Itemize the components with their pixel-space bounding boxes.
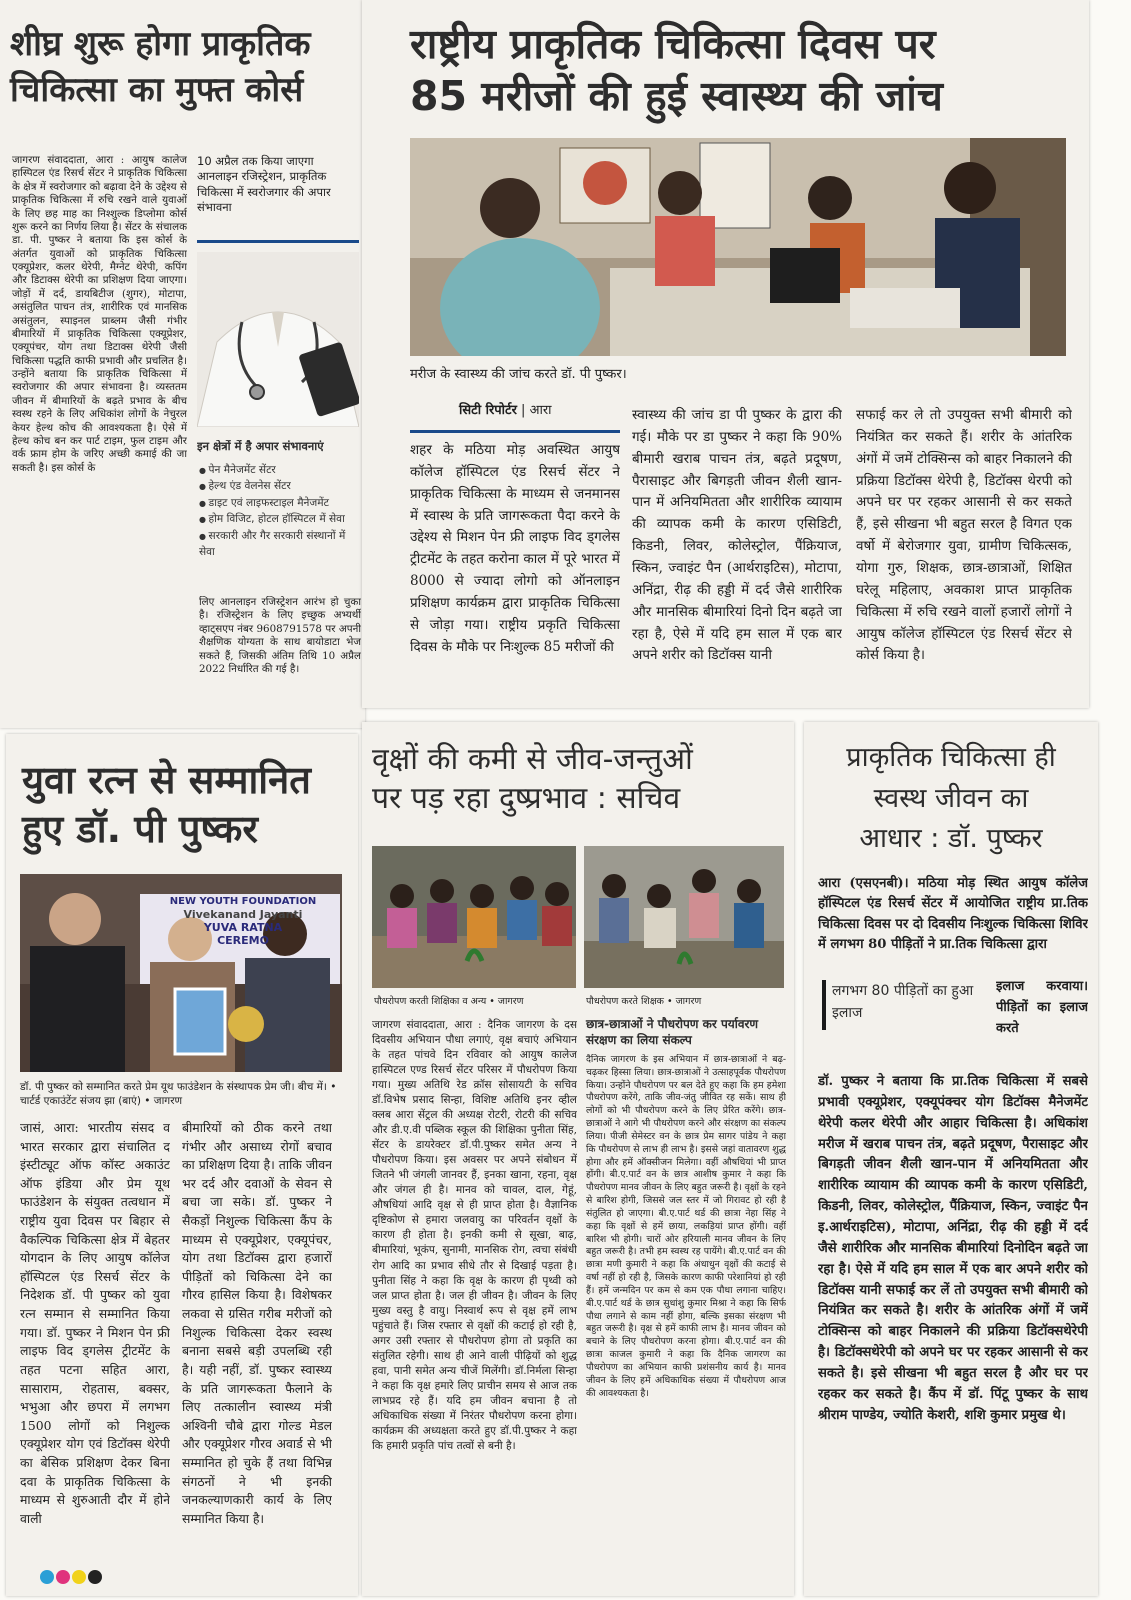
pull-quote: लगभग 80 पीड़ितों का हुआ इलाज [832,983,974,1022]
headline-free-course: शीघ्र शुरू होगा प्राकृतिक चिकित्सा का मुफ्त कोर्स [10,24,311,111]
opportunity-list [199,462,361,560]
headline-yuva-ratna: युवा रत्न से सम्मानित हुए डॉ. पी पुष्कर [22,758,311,851]
highlight-rule [197,240,359,243]
color-dot [72,1570,86,1584]
opportunity-item: ● डाइट एवं लाइफस्टाइल मैनेजमेंट [199,495,361,511]
opportunity-item: ● सरकारी और गैर सरकारी संस्थानों में सेवा [199,528,361,561]
award-photo-caption: डॉ. पी पुष्कर को सम्मानित करते प्रेम यूथ फाउंडेशन के संस्थापक प्रेम जी। बीच में। • चार्टर्ड एकाउंटेंट संजय झा (बाएं) • जागरण [20,1081,337,1108]
trees-col1: जागरण संवाददाता, आरा : दैनिक जागरण के दस दिवसीय अभियान पौधा लगाएं, वृक्ष बचाएं अभियान के तहत पांचवे दिन रविवार को आयुष कालेज हास्पिटल एण्ड रिसर्च सेंटर परिसर में पौधरोपण किया गया। मुख्य अतिथि रेड क्रॉस सोसायटी के सचिव डॉ.विभेष प्रसाद सिन्हा, विशिष्ट अतिथि इनर व्हील क्लब आरा सेंट्रल की अध्यक्ष रोटरी, रोटरी की सचिव और डी.ए.वी पब्लिक स्कूल की शिक्षिका पुनीता सिंह, सेंटर के डायरेक्टर डॉ.पी.पुष्कर समेत अन्य ने पौधरोपण किया। इस अवसर पर अपने संबोधन में जितने भी जंगली जानवर हैं, इनका खाना, रहना, वृक्ष और जंगल ही है। मानव को चावल, दाल, गेहूं, औषधियां आदि वृक्ष से ही प्राप्त होता है। वैज्ञानिक दृष्टिकोण से हमारा जलवायु का परिवर्तन वृक्षों के कारण ही होता है। इनकी कमी से सूखा, बाढ़, बीमारियां, भूकंप, सुनामी, मानसिक रोग, त्वचा संबंधी रोग आदि का प्रभाव सीधे तौर से दिखाई पड़ता है। पुनीता सिंह ने कहा कि वृक्ष के कारण ही पृथ्वी को जल प्राप्त होता है। जल ही जीवन है। जीवन के लिए मुख्य वस्तु है वायु। निस्वार्थ रूप से वृक्ष हमें लाभ पहुंचाते हैं। जिस रफ्तार से वृक्षों की कटाई हो रही है, अगर उसी रफ्तार से पौधरोपण होगा तो प्रकृति का संतुलित रहेगी। साथ ही आने वाली पीढ़ियों को शुद्ध हवा, पानी समेत अन्य चीजें मिलेंगी। डॉ.निर्मला सिन्हा ने कहा कि वृक्ष हमारे लिए प्राचीन समय से आज तक लाभप्रद रहे हैं। यदि हम जीवन बचाना है तो अधिकाधिक संख्या में निरंतर पौधरोपण करना होगा। कार्यक्रम की अध्यक्षता करते हुए डॉ.पी.पुष्कर ने कहा कि हमारी प्रकृति पांच तत्वों से बनी है। [372,1019,577,1452]
opportunity-item: ● होम विजिट, होटल हॉस्पिटल में सेवा [199,511,361,527]
trees-subhead: छात्र-छात्राओं ने पौधरोपण कर पर्यावरण संरक्षण का लिया संकल्प [586,1017,759,1048]
opportunity-item: ● पेन मैनेजमेंट सेंटर [199,462,361,478]
award-ceremony-photo [20,874,342,1072]
plantation-photo-1 [372,846,576,988]
color-dot [88,1570,102,1584]
doctor-stethoscope-photo [197,252,359,427]
headline-healthy-life: प्राकृतिक चिकित्सा ही स्वस्थ जीवन का आधार : डॉ. पुष्कर [846,742,1056,854]
free-course-body-col1: जागरण संवाददाता, आरा : आयुष कालेज हास्पिटल एंड रिसर्च सेंटर ने प्राकृतिक चिकित्सा के क्षेत्र में स्वरोजगार को बढ़ावा देने के उद्देश्य से प्राकृतिक चिकित्सा में रुचि रखने वाले युवाओं के लिए छह माह का निश्शुल्क डिप्लोमा कोर्स शुरू करने का निर्णय लिया है। सेंटर के संचालक डा. पी. पुष्कर ने बताया कि इस कोर्स के अंतर्गत युवाओं को प्राकृतिक चिकित्सा एक्यूप्रेशर, कलर थेरेपी, मैग्नेट थेरेपी, कपिंग और डिटाक्स थेरेपी का प्रशिक्षण दिया जाएगा। जोड़ों में दर्द, डायबिटीज (शुगर), मोटापा, असंतुलित पाचन तंत्र, शारीरिक एवं मानसिक असंतुलन, स्पाइनल प्राब्लम जैसी गंभीर बीमारियों में प्राकृतिक चिकित्सा एक्यूप्रेशर, एक्यूपंचर, योग तथा डिटाक्स थेरेपी जैसी चिकित्सा पद्धति काफी प्रभावी और प्रचलित है। उन्होंने बताया कि प्राकृतिक चिकित्सा में स्वरोजगार की अपार संभावना है। व्यस्ततम जीवन में बीमारियों के बढ़ते प्रभाव के बीच स्वस्थ रहने के लिए अधिकांश लोगों के नेचुरल केयर हेल्थ कोच की आवश्यकता है। ऐसे में हेल्थ कोच बन कर पार्ट टाइम, फुल टाइम और वर्क फ्राम होम के जरिए अच्छी कमाई की जा सकती है। इस कोर्स के [12,154,187,474]
plantation-caption-1: पौधरोपण करती शिक्षिका व अन्य • जागरण [374,996,524,1007]
naturopathy-col2: स्वास्थ्य की जांच डा पी पुष्कर के द्वारा की गई। मौके पर डा पुष्कर ने कहा कि 90% बीमारी खराब पाचन तंत्र, बढ़ते प्रदूषण, पैरासाइट और बिगड़ती जीवन शैली खान-पान में अनियमितता और शारीरिक व्यायाम की व्यापक कमी के कारण एसिडिटी, किडनी, लिवर, कोलेस्ट्रोल, पैंक्रियाज, स्किन, ज्वाइंट पैन (आर्थराइटिस), मोटापा, अनिंद्रा, रीढ़ की हड्डी में दर्द जैसे शारीरिक और मानसिक बीमारियां दिनो दिन बढ़ते जा रहा है, ऐसे में यदि हम साल में एक बार अपने शरीर को डिटॉक्स यानी [632,407,842,664]
clip-free-course [0,0,365,728]
banner-text: NEW YOUTH FOUNDATION Vivekanand Jayanti YUVA RATNA CEREMO [169,896,317,948]
plantation-caption-2: पौधरोपण करते शिक्षक • जागरण [586,996,702,1007]
color-dot [56,1570,70,1584]
clip-trees-shortage [362,722,794,1596]
pull-quote-rule [822,980,826,1030]
clip-healthy-life [804,722,1098,1596]
clip-yuva-ratna [6,734,358,1596]
clip-naturopathy-day [362,0,1089,708]
clinic-checkup-photo [410,138,1066,356]
checkup-photo-caption: मरीज के स्वास्थ्य की जांच करते डॉ. पी पुष्कर। [410,367,627,382]
color-dot [40,1570,54,1584]
free-course-highlight: 10 अप्रैल तक किया जाएगा आनलाइन रजिस्ट्रेशन, प्राकृतिक चिकित्सा में स्वरोजगार की अपार संभावना [197,154,331,215]
free-course-body-col2: लिए आनलाइन रजिस्ट्रेशन आरंभ हो चुका है। रजिस्ट्रेशन के लिए इच्छुक अभ्यर्थी व्हाट्सएप नंबर 9608791578 पर अपनी शैक्षणिक योग्यता के साथ बायोडाटा भेज सकते हैं, जिसकी अंतिम तिथि 10 अप्रैल 2022 निर्धारित की गई है। [199,596,361,675]
opportunity-item: ● हेल्थ एंड वेलनेस सेंटर [199,478,361,494]
headline-naturopathy-day: राष्ट्रीय प्राकृतिक चिकित्सा दिवस पर 85 मरीजों की हुई स्वास्थ्य की जांच [410,20,943,121]
healthy-life-body: डॉ. पुष्कर ने बताया कि प्रा.तिक चिकित्सा में सबसे प्रभावी एक्यूप्रेशर, एक्यूपंक्चर योग डिटॉक्स मैनेजमेंट थेरेपी कलर थेरेपी और आहार चिकित्सा है। अधिकांश मरीज में खराब पाचन तंत्र, बढ़ते प्रदूषण, पैरासाइट और बिगड़ती जीवन शैली खान-पान में अनियमितता और शारीरिक व्यायाम की व्यापक कमी के कारण एसिडिटी, किडनी, लिवर, कोलेस्ट्रोल, पैंक्रियाज, स्किन, ज्वाइंट पैन इ.आर्थराइटिस), मोटापा, अनिंद्रा, रीढ़ की हड्डी में दर्द जैसे शारीरिक और मानसिक बीमारियां दिनोदिन बढ़ते जा रहा है। ऐसे में यदि हम साल में एक बार अपने शरीर को डिटॉक्स यानी सफाई कर लें तो उपयुक्त सभी बीमारी को नियंत्रित कर सकते है। शरीर के आंतरिक अंगों में जमें टोक्सिन्स को बाहर निकालने की प्रक्रिया डिटॉक्सथेरेपी है। डिटॉक्सथेरेपी को अपने घर पर रहकर आसानी से कर सकते है। इसे सीखना भी बहुत सरल है और घर पर रहकर कर सकते है। कैंप में डॉ. पिंटू पुष्कर के साथ श्रीराम पाण्डेय, ज्योति केशरी, शशि कुमार प्रमुख थे। [818,1074,1088,1423]
byline-rule [410,430,620,433]
trees-col2: दैनिक जागरण के इस अभियान में छात्र-छात्राओं ने बढ़-चढ़कर हिस्सा लिया। छात्र-छात्राओं ने उत्साहपूर्वक पौधरोपण किया। उन्होंने पौधरोपण पर बल देते हुए कहा कि हम हमेशा पौधरोपण करेंगे, ताकि जीव-जंतु जीवित रह सकें। साथ ही लोगों को भी पौधरोपण करने के लिए प्रेरित करेंगे। छात्र-छात्राओं ने आगे भी पौधरोपण करने और संरक्षण का संकल्प लिया। पीजी सेमेस्टर वन के छात्र प्रेम सागर पांडेय ने कहा कि पौधरोपण से लाभ ही लाभ है। इससे जहां वातावरण शुद्ध होगा और हमें ऑक्सीजन मिलेगा। वहीं औषधियां भी प्राप्त होंगी। बी.ए.पार्ट वन के छात्र आशीष कुमार ने कहा कि पौधरोपण मानव जीवन के लिए बहुत जरूरी है। वृक्षों के रहने से बारिश होगी, जिससे जल स्तर में जो गिरावट हो रही है संतुलित हो जाएगा। बी.ए.पार्ट थर्ड की छात्रा नेहा सिंह ने कहा कि वृक्षों से हमें छाया, लकड़ियां प्राप्त होंगी। वहीं बारिश भी होगी। चारों ओर हरियाली मानव जीवन के लिए बहुत जरूरी है। तभी हम स्वस्थ रह पायेंगे। बी.ए.पार्ट वन की छात्रा मणी कुमारी ने कहा कि अंधाधुन वृक्षों की कटाई से वर्षा नहीं हो रही है, जिसके कारण काफी परेशानियां हो रही हैं। हमें जन्मदिन पर कम से कम एक पौधा लगाना चाहिए। बी.ए.पार्ट थर्ड के छात्र सुधांशु कुमार मिश्रा ने कहा कि सिर्फ पौधा लगाने से काम नहीं होगा, बल्कि इसका संरक्षण भी बहुत जरूरी है। वृक्ष से हमें काफी लाभ है। मानव जीवन को बचाने के लिए पौधरोपण करना होगा। बी.ए.पार्ट वन की छात्रा काजल कुमारी ने कहा कि दैनिक जागरण का पौधरोपण का अभियान काफी प्रशंसनीय कार्य है। मानव जीवन के लिए हमें अधिकाधिक संख्या में पौधरोपण आज की आवश्यकता है। [586,1054,786,1399]
naturopathy-col3: सफाई कर ले तो उपयुक्त सभी बीमारी को नियंत्रित कर सकते हैं। शरीर के आंतरिक अंगों में जमें टोक्सिन्स को बाहर निकालने की प्रक्रिया डिटॉक्स थेरेपी है, डिटॉक्स थेरपी को अपने घर पर रहकर आसानी से कर सकते हैं, इसे सीखना भी बहुत सरल है विगत एक वर्षो में बेरोजगार युवा, ग्रामीण चिकित्सक, योगा गुरु, शिक्षक, छात्र-छात्राओं, शिक्षित घरेलू महिलाए, अवकाश प्राप्त प्राकृतिक चिकित्सा में रुचि रखने वालों हजारों लोगों ने आयुष कॉलेज हॉस्पिटल एंड रिसर्च सेंटर से कोर्स किया है। [856,407,1072,664]
headline-trees-shortage: वृक्षों की कमी से जीव-जन्तुओं पर पड़ रहा दुष्प्रभाव : सचिव [372,742,693,817]
color-dots [40,1570,102,1584]
yuva-ratna-col2: बीमारियों को ठीक करने तथा गंभीर और असाध्य रोगों बचाव का प्रशिक्षण दिया है। ताकि जीवन भर दर्द और दवाओं के सेवन से बचा जा सके। डॉ. पुष्कर ने सैकड़ों निशुल्क चिकित्सा कैंप के माध्यम से एक्यूप्रेशर, एक्यूपंचर, योग तथा डिटॉक्स द्वारा हजारों पीड़ितों को चिकित्सा देने का गौरव हासिल किया है। विशेषकर लकवा से ग्रसित गरीब मरीजों को निशुल्क चिकित्सा देकर स्वस्थ बनाना सबसे बड़ी उपलब्धि रही है। यही नहीं, डॉ. पुष्कर स्वास्थ्य के प्रति जागरूकता फैलाने के लिए तत्कालीन स्वास्थ्य मंत्री अश्विनी चौबे द्वारा गोल्ड मेडल और एक्यूप्रेशर गौरव अवार्ड से भी सम्मानित हो चुके हैं तथा विभिन्न संगठनों ने भी इनकी जनकल्याणकारी कार्य के लिए सम्मानित किया है। [182,1120,332,1526]
plantation-photo-2 [584,846,784,988]
reporter-byline: सिटी रिपोर्टर | आरा [459,403,552,418]
yuva-ratna-col1: जासं, आरा: भारतीय संसद व भारत सरकार द्वारा संचालित द इंस्टीट्यूट ऑफ कॉस्ट अकाउंट ऑफ इंडिया और प्रेम यूथ फाउंडेशन के संयुक्त तत्वधान में राष्ट्रीय युवा दिवस पर बिहार से वैकल्पिक चिकित्सा क्षेत्र में बेहतर योगदान के लिए आयुष कॉलेज हॉस्पिटल एंड रिसर्च सेंटर के निदेशक डॉ. पी पुष्कर को युवा रत्न सम्मान से सम्मानित किया गया। डॉ. पुष्कर ने मिशन पेन फ्री लाइफ विद ड्गलेस ट्रीटमेंट के तहत पटना सहित आरा, सासाराम, रोहतास, बक्सर, भभुआ और छपरा में लगभग 1500 लोगों को निशुल्क एक्यूप्रेशर योग एवं डिटॉक्स थेरेपी का बेसिक प्रशिक्षण देकर बिना दवा के प्राकृतिक चिकित्सा के माध्यम से शुरुआती दौर में होने वाली [20,1120,170,1526]
naturopathy-col1: शहर के मठिया मोड़ अवस्थित आयुष कॉलेज हॉस्पिटल एंड रिसर्च सेंटर ने प्राकृतिक चिकित्सा के माध्यम से जनमानस में स्वास्थ के प्रति जागरूकता पैदा करने के उद्देश्य से मिशन पेन फ्री लाइफ विद ड्गलेस ट्रीटमेंट के तहत करोना काल में पूरे भारत में 8000 से ज्यादा लोगो को ऑनलाइन प्रशिक्षण कार्यक्रम द्वारा प्राकृतिक चिकित्सा से जोड़ा गया। राष्ट्रीय प्रकृति चिकित्सा दिवस के मौके पर निःशुल्क 85 मरीजों की [410,442,620,655]
healthy-life-intro: आरा (एसएनबी)। मठिया मोड़ स्थित आयुष कॉलेज हॉस्पिटल एंड रिसर्च सेंटर में आयोजित राष्ट्रीय प्रा.तिक चिकित्सा दिवस पर दो दिवसीय निःशुल्क चिकित्सा शिविर में लगभग 80 पीड़ितों ने प्रा.तिक चिकित्सा द्वारा [818,876,1088,953]
healthy-life-side-text: इलाज करवाया। पीड़ितों का इलाज करते [996,979,1088,1036]
opportunity-box-title: इन क्षेत्रों में है अपार संभावनाएं [197,440,324,453]
